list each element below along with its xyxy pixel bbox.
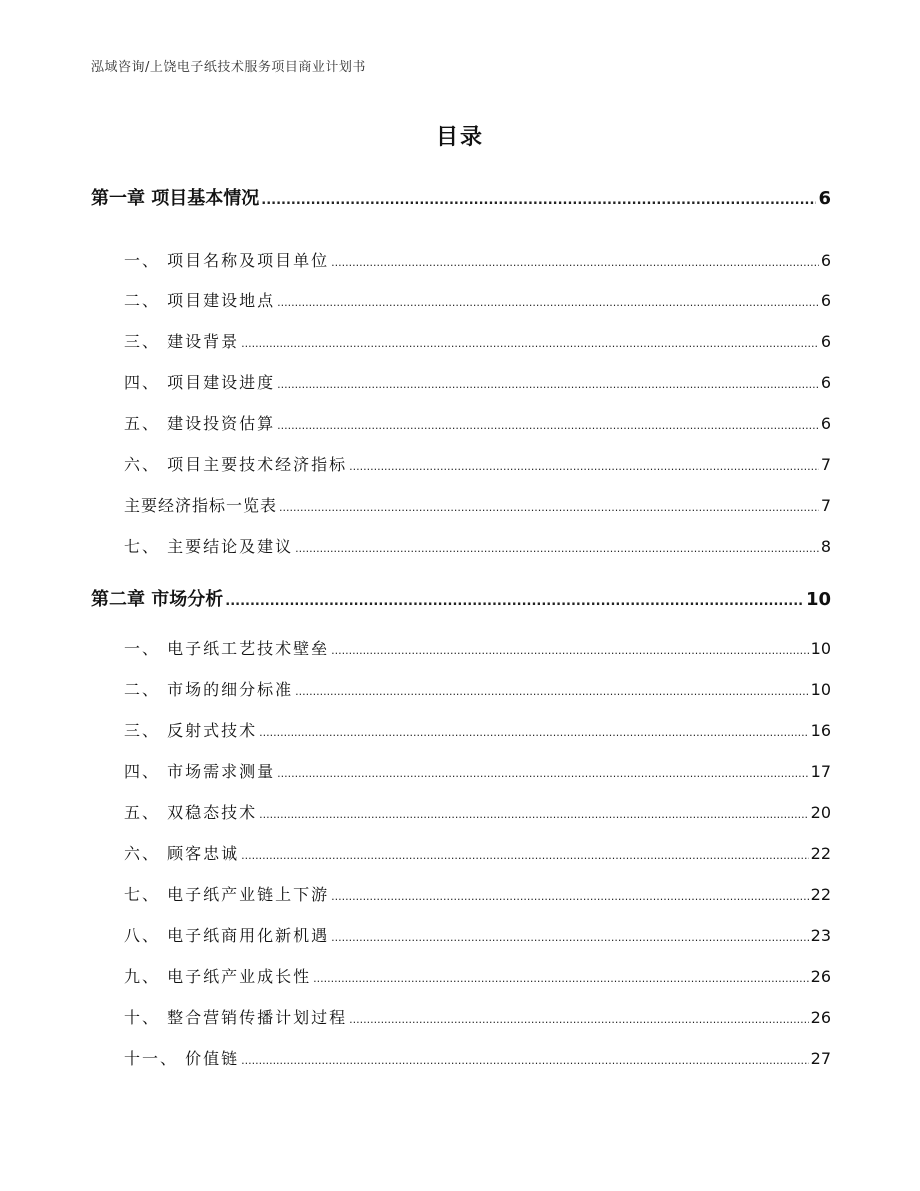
toc-entry[interactable] [124, 923, 831, 946]
toc-leader-dots [277, 419, 819, 432]
toc-entry[interactable] [124, 800, 831, 823]
toc-leader-dots [277, 378, 819, 391]
toc-entry-label: 第一章 项目基本情况 [91, 188, 260, 209]
toc-entry-label: 一、 电子纸工艺技术壁垒 [124, 639, 330, 658]
toc-chapter-2[interactable] [91, 585, 831, 611]
toc-entry[interactable] [124, 636, 831, 659]
toc-entry[interactable] [124, 718, 831, 741]
toc-entry-page: 7 [820, 496, 831, 515]
toc-entry-page: 10 [810, 639, 831, 658]
toc-entry-page: 6 [818, 188, 831, 209]
toc-entry-label: 八、 电子纸商用化新机遇 [124, 926, 330, 945]
toc-leader-dots [225, 594, 804, 609]
toc-entry-label: 十、 整合营销传播计划过程 [124, 1008, 348, 1027]
toc-entry[interactable] [124, 248, 831, 271]
toc-entry-page: 27 [810, 1049, 831, 1068]
toc-entry-page: 8 [820, 537, 831, 556]
toc-leader-dots [241, 849, 809, 862]
toc-leader-dots [241, 1054, 809, 1067]
toc-entry[interactable] [124, 841, 831, 864]
toc-leader-dots [241, 337, 819, 350]
toc-entry-page: 22 [810, 844, 831, 863]
toc-entry[interactable] [124, 288, 831, 311]
toc-entry[interactable] [124, 493, 831, 516]
toc-entry-label: 七、 主要结论及建议 [124, 537, 294, 556]
toc-entry[interactable] [124, 882, 831, 905]
toc-entry-label: 二、 市场的细分标准 [124, 680, 294, 699]
toc-entry[interactable] [124, 452, 831, 475]
toc-entry-page: 7 [820, 455, 831, 474]
toc-entry[interactable] [124, 534, 831, 557]
toc-entry[interactable] [124, 677, 831, 700]
toc-entry[interactable] [124, 411, 831, 434]
toc-entry-label: 五、 建设投资估算 [124, 414, 276, 433]
toc-leader-dots [261, 193, 816, 208]
toc-entry-page: 6 [820, 414, 831, 433]
running-header: 泓域咨询/上饶电子纸技术服务项目商业计划书 [91, 60, 366, 75]
toc-entry-page: 6 [820, 291, 831, 310]
toc-entry-label: 九、 电子纸产业成长性 [124, 967, 312, 986]
toc-entry[interactable] [124, 329, 831, 352]
toc-entry[interactable] [124, 370, 831, 393]
toc-entry-page: 10 [805, 589, 831, 610]
toc-entry-label: 六、 项目主要技术经济指标 [124, 455, 348, 474]
toc-leader-dots [259, 808, 809, 821]
toc-entry[interactable] [124, 1046, 831, 1069]
toc-entry[interactable] [124, 1005, 831, 1028]
toc-entry-label: 三、 建设背景 [124, 332, 240, 351]
toc-title: 目录 [435, 125, 484, 150]
toc-leader-dots [349, 460, 819, 473]
toc-leader-dots [349, 1013, 809, 1026]
toc-entry-page: 10 [810, 680, 831, 699]
toc-leader-dots [277, 767, 809, 780]
toc-entry[interactable] [124, 964, 831, 987]
toc-entry-label: 十一、 价值链 [124, 1049, 240, 1068]
toc-entry-page: 6 [820, 332, 831, 351]
toc-entry-page: 20 [810, 803, 831, 822]
toc-leader-dots [295, 685, 809, 698]
toc-leader-dots [277, 296, 819, 309]
toc-entry-page: 26 [810, 1008, 831, 1027]
toc-entry-page: 26 [810, 967, 831, 986]
toc-leader-dots [313, 972, 809, 985]
toc-entry-page: 6 [820, 373, 831, 392]
toc-chapter-1[interactable] [91, 184, 831, 210]
toc-leader-dots [331, 890, 809, 903]
toc-entry-label: 七、 电子纸产业链上下游 [124, 885, 330, 904]
toc-leader-dots [279, 501, 819, 514]
toc-entry-page: 6 [820, 251, 831, 270]
toc-entry-page: 22 [810, 885, 831, 904]
toc-leader-dots [295, 542, 819, 555]
toc-entry-label: 第二章 市场分析 [91, 589, 224, 610]
toc-entry-page: 17 [810, 762, 831, 781]
toc-entry-label: 二、 项目建设地点 [124, 291, 276, 310]
toc-leader-dots [259, 726, 809, 739]
toc-entry-label: 四、 项目建设进度 [124, 373, 276, 392]
toc-leader-dots [331, 256, 819, 269]
toc-entry-label: 六、 顾客忠诚 [124, 844, 240, 863]
toc-leader-dots [331, 644, 809, 657]
toc-leader-dots [331, 931, 809, 944]
toc-entry-label: 五、 双稳态技术 [124, 803, 258, 822]
toc-entry-label: 一、 项目名称及项目单位 [124, 251, 330, 270]
toc-entry-page: 16 [810, 721, 831, 740]
toc-entry-label: 四、 市场需求测量 [124, 762, 276, 781]
toc-entry-label: 主要经济指标一览表 [124, 496, 278, 515]
toc-entry[interactable] [124, 759, 831, 782]
toc-entry-page: 23 [810, 926, 831, 945]
toc-entry-label: 三、 反射式技术 [124, 721, 258, 740]
